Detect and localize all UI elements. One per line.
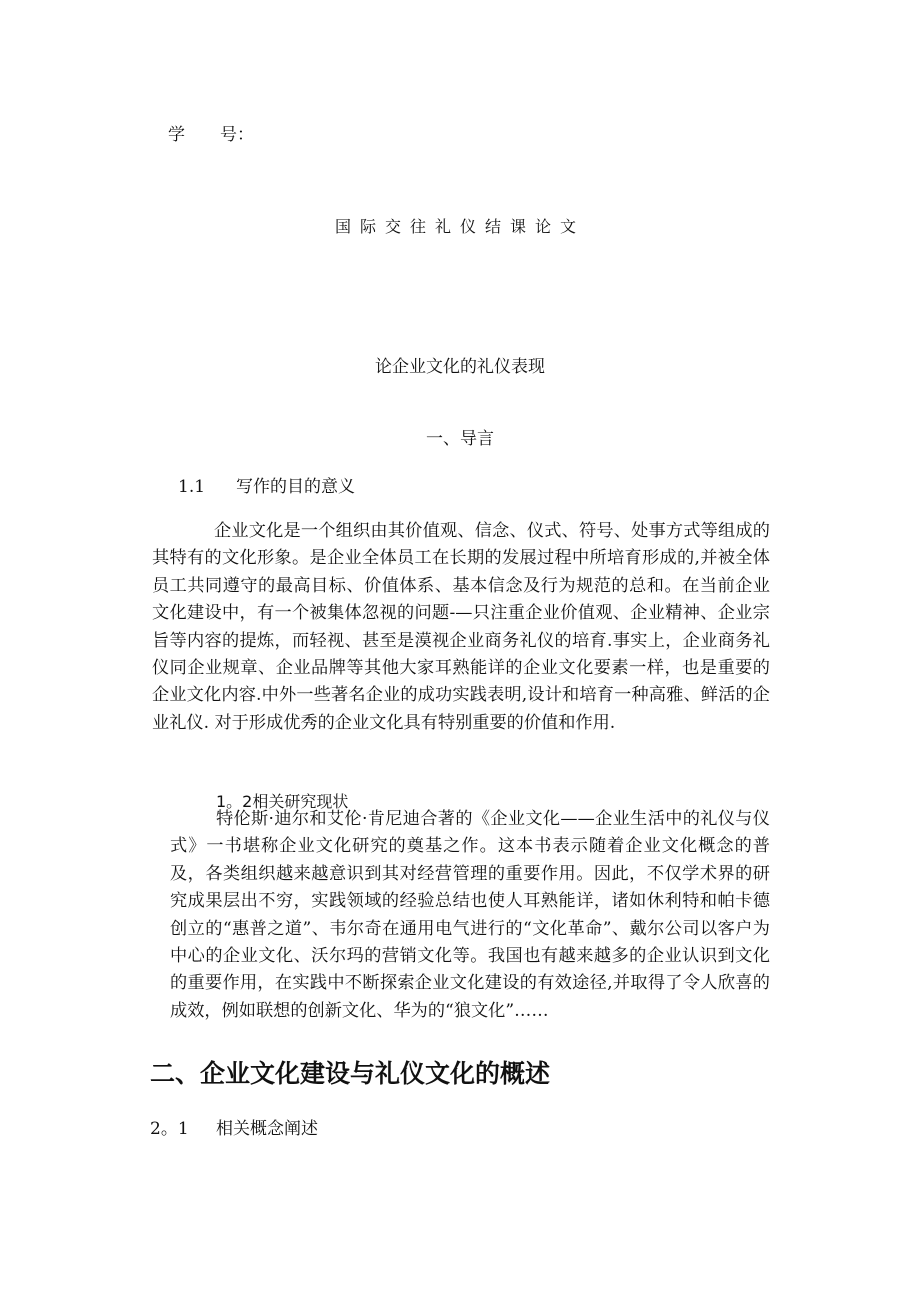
section-2-heading: 二、企业文化建设与礼仪文化的概述 bbox=[150, 1059, 551, 1088]
body-paragraph-purpose: 企业文化是一个组织由其价值观、信念、仪式、符号、处事方式等组成的其特有的文化形象。是企业全体员工在长期的发展过程中所培育形成的,并被全体员工共同遵守的最高目标、价值体系、基本信念及行为规范的总和。在当前企业文化建设中，有一个被集体忽视的问题-—只注重企业价值观、企业精神、企业宗旨等内容的提炼，而轻视、甚至是漠视企业商务礼仪的培育.事实上，企业商务礼仪同企业规章、企业品牌等其他大家耳熟能详的企业文化要素一样，也是重要的企业文化内容.中外一些著名企业的成功实践表明,设计和培育一种高雅、鲜活的企业礼仪. 对于形成优秀的企业文化具有特别重要的价值和作用. bbox=[152, 521, 770, 733]
body-paragraph-research-status: 特伦斯·迪尔和艾伦·肯尼迪合著的《企业文化——企业生活中的礼仪与仪式》一书堪称企业文化研究的奠基之作。这本书表示随着企业文化概念的普及，各类组织越来越意识到其对经营管理的重要作用。因此，不仅学术界的研究成果层出不穷，实践领域的经验总结也使人耳熟能详，诸如休利特和帕卡德创立的“惠普之道”、韦尔奇在通用电气进行的“文化革命”、戴尔公司以客户为中心的企业文化、沃尔玛的营销文化等。我国也有越来越多的企业认识到文化的重要作用，在实践中不断探索企业文化建设的有效途径,并取得了令人欣喜的成效，例如联想的创新文化、华为的“狼文化”…… bbox=[170, 809, 770, 1021]
student-number-label-suffix: 号： bbox=[220, 125, 254, 145]
subsection-title: 相关概念阐述 bbox=[216, 1119, 318, 1139]
course-title: 国际交往礼仪结课论文 bbox=[334, 217, 585, 236]
student-number-label-char: 学 bbox=[168, 125, 185, 145]
subsection-number: 1.1 bbox=[178, 477, 206, 497]
section-1-heading: 一、导言 bbox=[426, 429, 494, 449]
paper-title: 论企业文化的礼仪表现 bbox=[375, 357, 545, 377]
subsection-2-1-heading bbox=[150, 1114, 318, 1139]
subsection-1-1-heading bbox=[178, 472, 355, 497]
subsection-number: 2。1 bbox=[150, 1119, 189, 1139]
subsection-title: 写作的目的意义 bbox=[236, 477, 355, 497]
subsection-1-2-heading: 1。2相关研究现状 bbox=[216, 792, 349, 811]
student-number-label bbox=[168, 120, 254, 145]
